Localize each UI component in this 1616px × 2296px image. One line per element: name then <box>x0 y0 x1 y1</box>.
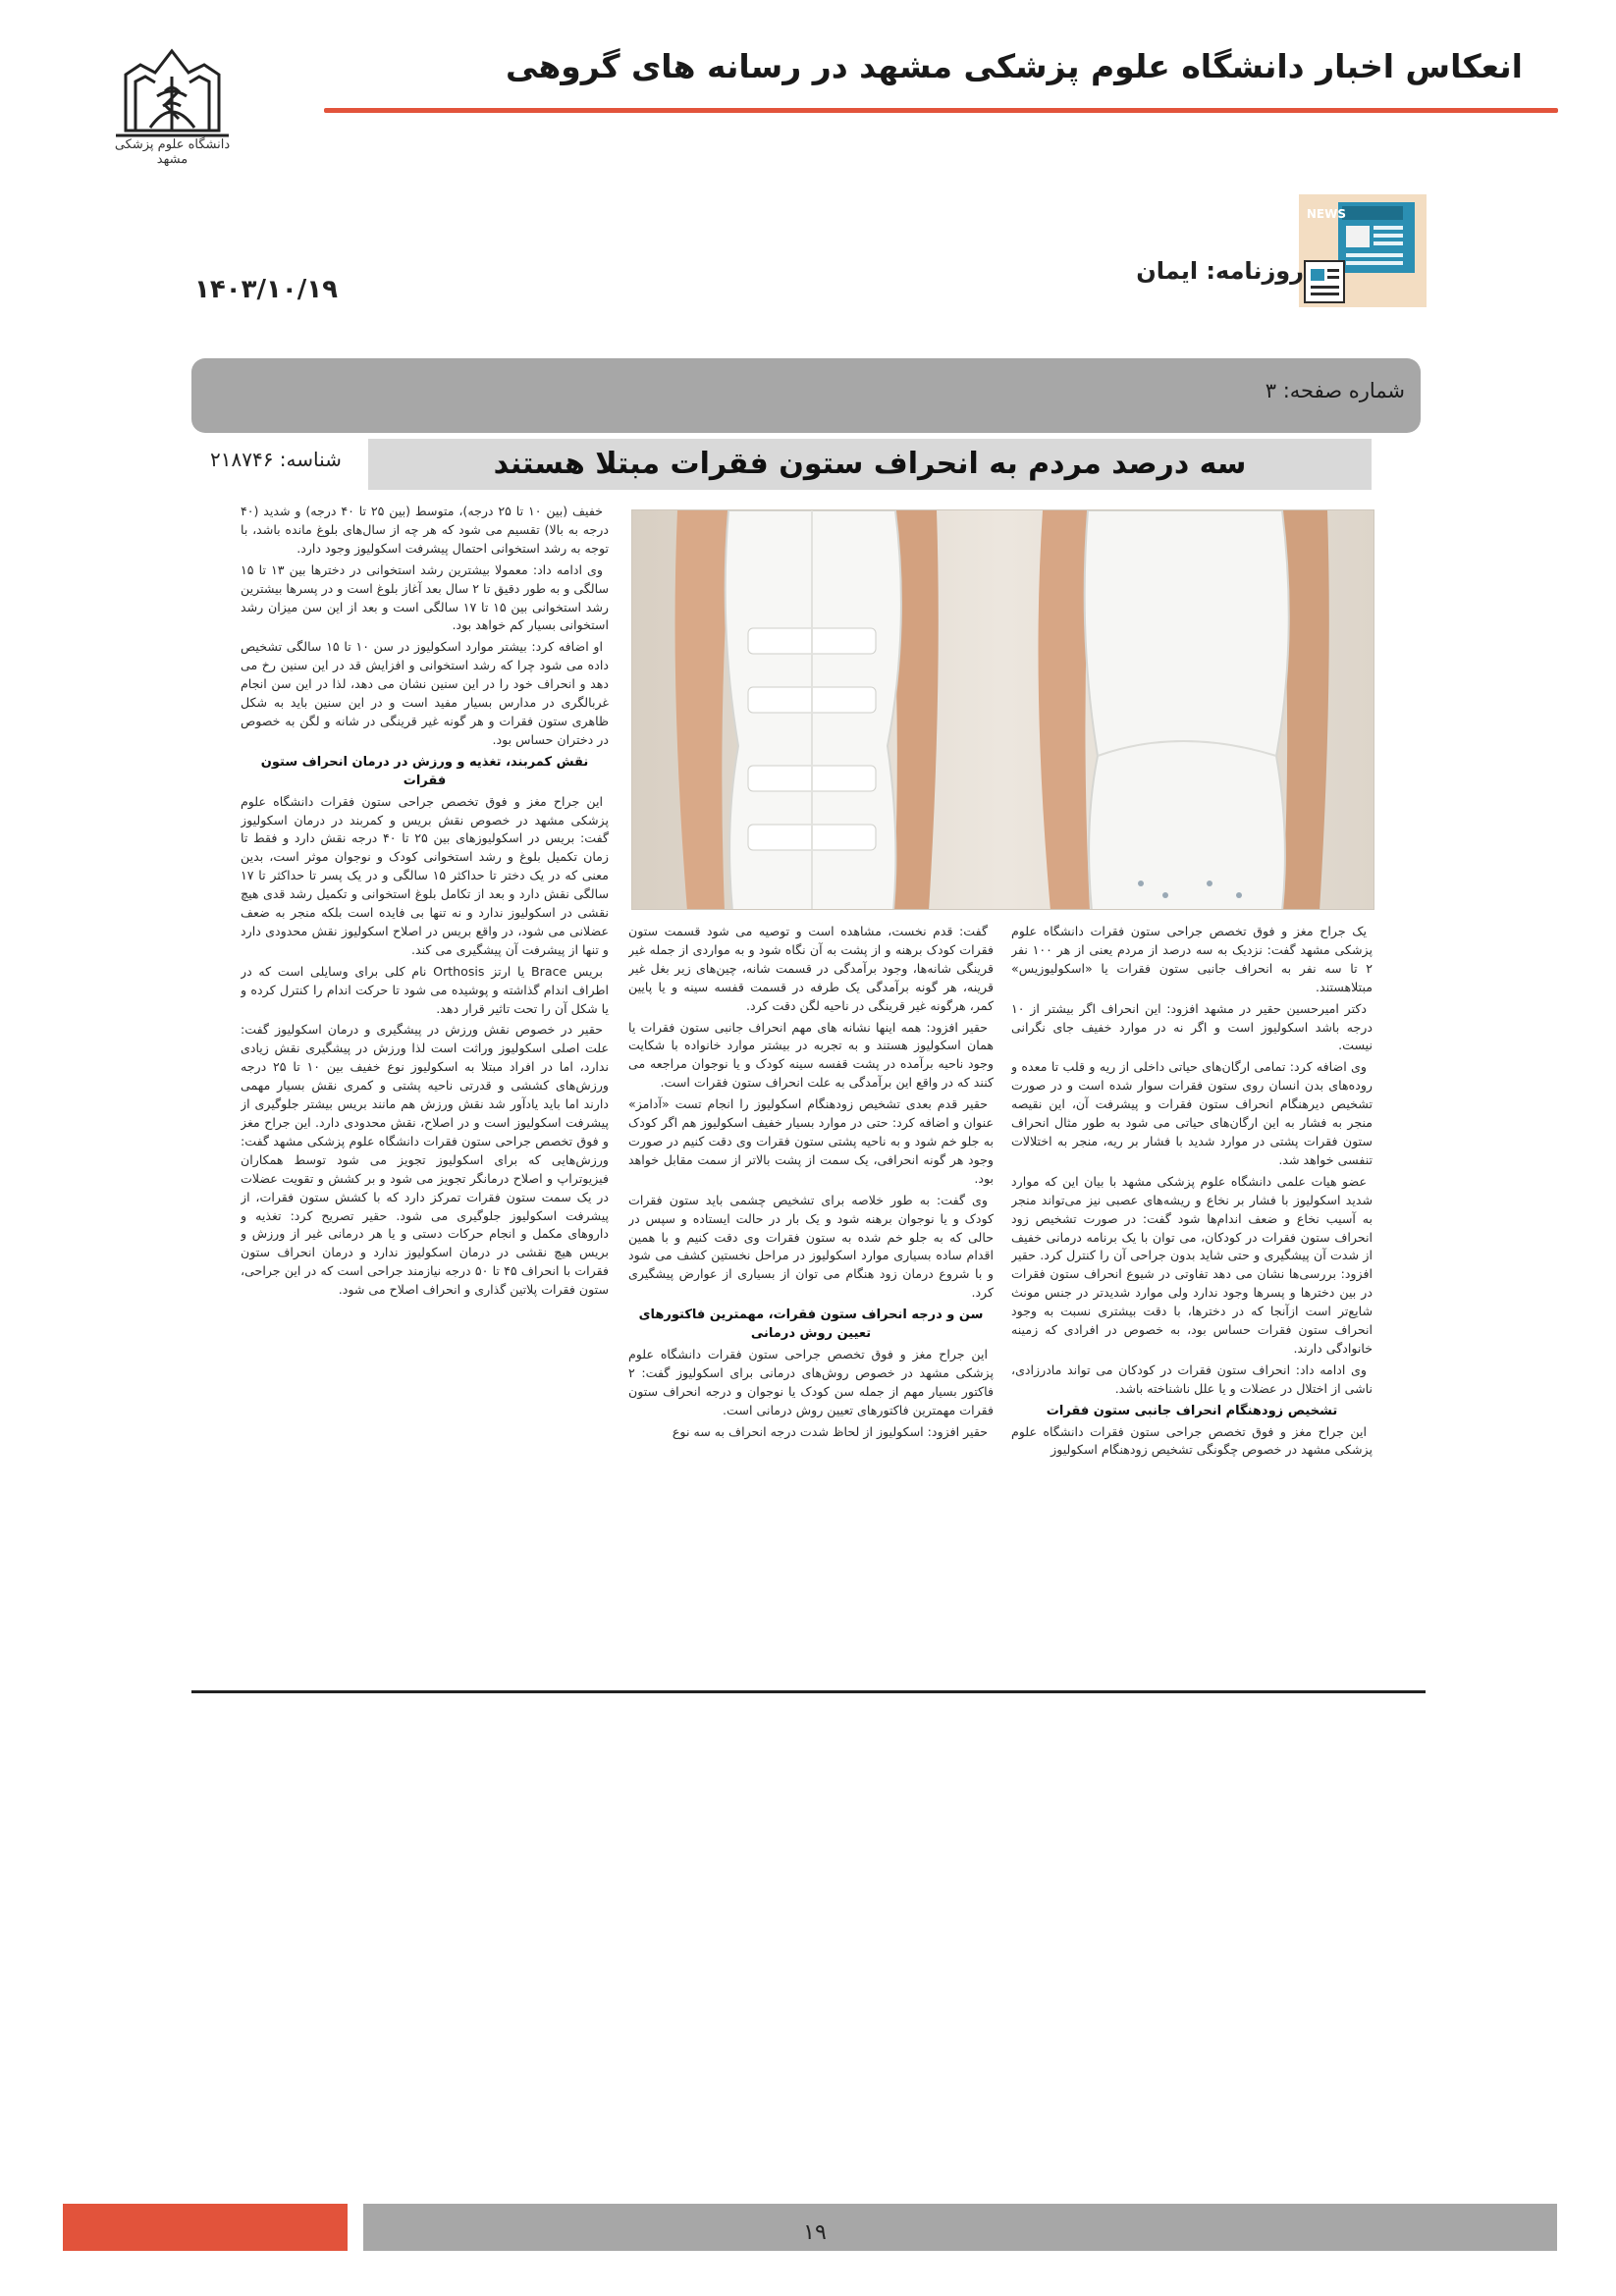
subheading: سن و درجه انحراف ستون فقرات، مهمترین فاکتورهای تعیین روش درمانی <box>638 1308 984 1342</box>
article-column-left <box>241 503 609 1629</box>
paragraph: حقیر در خصوص نقش ورزش در پیشگیری و درمان اسکولیوز گفت: علت اصلی اسکولیوز وراثت است لذا ورزش در پیشگیری نقش زیادی ندارد، اما در افراد مبتلا به اسکولیوز نوع خفیف بین ۱۰ تا ۲۵ درجه ورزش‌های کششی و قدرتی ناحیه پشتی و کمری نقش بسیار مهمی دارند اما باید یادآور شد نقش ورزش هم مانند بریس بیشتر جلوگیری از پیشرفت اسکولیوز است و در اصلاح، نقش محدودی دارد. این جراح مغز و فوق تخصص جراحی ستون فقرات دانشگاه علوم پزشکی مشهد گفت: ورزش‌هایی که برای اسکولیوز تجویز می شود توسط همکاران فیزیوتراپ و اصلاح درمانگر تجویز می شود و بر کشش و تقویت عضلات در یک سمت ستون فقرات تمرکز دارد که با کشش ستون فقرات، از پیشرفت اسکولیوز جلوگیری می شود. حقیر تصریح کرد: تغذیه و داروهای مکمل و انجام حرکات دستی و یا هر درمانی غیر از ورزش و بریس هیچ نقشی در درمان اسکولیوز ندارد و درمان انحراف ستون فقرات با انحراف ۴۵ تا ۵۰ درجه نیازمند جراحی است که در این جراحی، ستون فقرات پلاتین گذاری و انحراف اصلاح می شود. <box>241 1022 609 1298</box>
article-headline: سه درصد مردم به انحراف ستون فقرات مبتلا هستند <box>493 447 1247 481</box>
subheading: تشخیص زودهنگام انحراف جانبی ستون فقرات <box>1046 1403 1338 1418</box>
paragraph: بریس Brace یا ارتز Orthosis نام کلی برای وسایلی است که در اطراف اندام گذاشته و پوشیده می شود تا حرکت اندام را کنترل کرده و یا شکل آن را تحت تاثیر قرار دهد. <box>241 963 609 1016</box>
paragraph: این جراح مغز و فوق تخصص جراحی ستون فقرات دانشگاه علوم پزشکی مشهد در خصوص روش‌های درمانی برای اسکولیوز گفت: ۲ فاکتور بسیار مهم از جمله سن کودک یا نوجوان و درجه انحراف ستون فقرات مهمترین فاکتورهای تعیین روش درمانی است. <box>628 1346 994 1417</box>
paragraph: حقیر افزود: اسکولیوز از لحاظ شدت درجه انحراف به سه نوع <box>672 1423 988 1439</box>
svg-text:NEWS: NEWS <box>1306 207 1346 221</box>
article-end-rule <box>191 1690 1426 1693</box>
page-number-label: شماره صفحه: ۳ <box>1265 379 1405 402</box>
paragraph: این جراح مغز و فوق تخصص جراحی ستون فقرات دانشگاه علوم پزشکی مشهد در خصوص چگونگی تشخیص زودهنگام اسکولیوز <box>1011 1423 1373 1458</box>
paragraph: یک جراح مغز و فوق تخصص جراحی ستون فقرات دانشگاه علوم پزشکی مشهد گفت: نزدیک به سه درصد از مردم یعنی از هر ۱۰۰ نفر ۲ تا سه نفر به انحراف جانبی ستون فقرات یا «اسکولیوزیس» مبتلاهستند. <box>1011 924 1373 994</box>
article-photo <box>631 509 1374 910</box>
paragraph: حقیر قدم بعدی تشخیص زودهنگام اسکولیوز را انجام تست «آدامز» عنوان و اضافه کرد: حتی در موارد بسیار خفیف اسکولیوز هم اگر کودک به جلو خم شود و به ناحیه پشتی ستون فقرات وی دقت کنیم در صورت وجود هر گونه انحرافی، یک سمت از پشت بالاتر از سمت مقابل خواهد بود. <box>628 1096 994 1186</box>
newspaper-icon <box>1299 194 1427 307</box>
paragraph: گفت: قدم نخست، مشاهده است و توصیه می شود قسمت ستون فقرات کودک برهنه و از پشت به آن نگاه شود و به مواردی از جمله غیر قرینگی شانه‌ها، وجود برآمدگی در قسمت شانه، چین‌های زیر بغل غیر قرینه، هر گونه برآمدگی یک طرفه در قسمت قفسه سینه و یا پایین کمر، هرگونه غیر قرینگی در ناحیه لگن دقت کرد. <box>628 924 994 1013</box>
publication-date: ۱۴۰۳/۱۰/۱۹ <box>194 275 338 304</box>
document-title: انعکاس اخبار دانشگاه علوم پزشکی مشهد در رسانه های گروهی <box>506 47 1523 85</box>
paragraph: دکتر امیرحسین حقیر در مشهد افزود: این انحراف اگر بیشتر از ۱۰ درجه باشد اسکولیوز است و اگر نه در موارد خفیف جای نگرانی نیست. <box>1011 1000 1373 1053</box>
page-number-bar <box>191 358 1421 433</box>
article-column-middle <box>628 923 994 1629</box>
paragraph: خفیف (بین ۱۰ تا ۲۵ درجه)، متوسط (بین ۲۵ تا ۴۰ درجه) و شدید (۴۰ درجه به بالا) تقسیم می شود که هر چه از سال‌های بلوغ مانده باشد، با توجه به رشد استخوانی احتمال پیشرفت اسکولیوز وجود دارد. <box>241 504 609 556</box>
logo-caption: دانشگاه علوم پزشکی مشهد <box>114 137 231 167</box>
paragraph: حقیر افزود: همه اینها نشانه های مهم انحراف جانبی ستون فقرات یا همان اسکولیوز هستند و به تجربه در بیشتر موارد خانواده با شکایت وجود ناحیه برآمده در پشت قفسه سینه کودک و یا نوجوان مراجعه می کنند که در واقع این برآمدگی به علت انحراف ستون فقرات است. <box>628 1019 994 1091</box>
paragraph: وی اضافه کرد: تمامی ارگان‌های حیاتی داخلی از ریه و قلب تا معده و روده‌های بدن انسان روی ستون فقرات سوار شده است و در صورت تشخیص دیرهنگام انحراف ستون فقرات و پیشرفت آن، این نقیصه منجر به فشار به این ارگان‌های حیاتی می شود به طور مثال انحراف ستون فقرات پشتی در موارد شدید با فشار بر ریه، منجر به اختلالات تنفسی خواهد شد. <box>1011 1059 1373 1167</box>
paragraph: او اضافه کرد: بیشتر موارد اسکولیوز در سن ۱۰ تا ۱۵ سالگی تشخیص داده می شود چرا که رشد استخوانی و افزایش قد در این سنین رخ می دهد و انحراف خود را در این سنین نشان می دهد، لذا در این سن انجام غربالگری در مدارس بسیار مفید است و در این سنین باید به شکل ظاهری ستون فقرات و هر گونه غیر قرینگی در شانه و لگن به خصوص در دختران حساس بود. <box>241 639 609 747</box>
paragraph: وی ادامه داد: انحراف ستون فقرات در کودکان می تواند مادرزادی، ناشی از اختلال در عضلات و یا علل ناشناخته باشد. <box>1011 1362 1373 1396</box>
paragraph: عضو هیات علمی دانشگاه علوم پزشکی مشهد با بیان این که موارد شدید اسکولیوز با فشار بر نخاع و ریشه‌های عصبی نیز می‌تواند منجر به آسیب نخاع و ضعف اندام‌ها شود گفت: در صورت تشخیص زود انحراف ستون فقرات در کودکان، می توان با یک برنامه درمانی خفیف از شدت آن پیشگیری و حتی شاید بدون جراحی آن را کنترل کرد. حقیر افزود: بررسی‌ها نشان می دهد تفاوتی در شیوع انحراف ستون فقرات در بین دختر‌ها و پسر‌ها وجود ندارد ولی موارد شدیدتر در جنس مونث شایع‌تر است ازآنجا که در دختر‌ها، با دقت بیشتری نسبت به وجود انحراف ستون فقرات حساس بود، به خصوص در افرادی که زمینه خانوادگی دارند. <box>1011 1173 1373 1356</box>
header-rule <box>324 108 1558 113</box>
paragraph: این جراح مغز و فوق تخصص جراحی ستون فقرات دانشگاه علوم پزشکی مشهد در خصوص نقش بریس و کمربند در درمان اسکولیوز گفت: بریس در اسکولیوزهای بین ۲۵ تا ۴۰ درجه نقش دارد و فقط تا زمان تکمیل بلوغ و رشد استخوانی کودک و نوجوان موثر است، بدین معنی که در یک دختر تا حداکثر ۱۵ سالگی و در یک پسر تا حداکثر تا ۱۷ سالگی نقش دارد و بعد از تکامل بلوغ استخوانی و تکمیل رشد قدی هیچ نقشی در اسکولیوز ندارد و نه تنها بی فایده است بلکه منجر به ضعف عضلانی می شود، در واقع بریس در اصلاح اسکولیوز نقش محدودی دارد و تنها از پیشرفت آن پیشگیری می کند. <box>241 793 609 957</box>
subheading: نقش کمربند، تغذیه و ورزش در درمان انحراف ستون فقرات <box>260 754 589 788</box>
newspaper-name: روزنامه: ایمان <box>1136 257 1304 285</box>
footer-accent-bar <box>63 2204 348 2251</box>
article-column-right <box>1011 923 1373 1629</box>
page-number: ۱۹ <box>803 2220 827 2245</box>
paragraph: وی گفت: به طور خلاصه برای تشخیص چشمی باید ستون فقرات کودک و یا نوجوان برهنه شود و یک بار در حالت ایستاده و سپس در حالی که به جلو خم شده به ستون فقرات وی دقت کنیم و با همین اقدام ساده بسیاری موارد اسکولیوز در مراحل نخستین کشف می شود و با شروع درمان زود هنگام می توان از بسیاری از عوارض پیشگیری کرد. <box>628 1192 994 1301</box>
paragraph: وی ادامه داد: معمولا بیشترین رشد استخوانی در دختر‌ها بین ۱۳ تا ۱۵ سالگی و به طور دقیق تا ۲ سال بعد آغاز بلوغ است و در پسر‌ها بیشترین رشد استخوانی بین ۱۵ تا ۱۷ سالگی است و بعد از این سن میزان رشد استخوانی بسیار کم خواهد بود. <box>241 561 609 633</box>
article-code: شناسه: ۲۱۸۷۴۶ <box>210 448 342 471</box>
footer-bar <box>363 2204 1557 2251</box>
